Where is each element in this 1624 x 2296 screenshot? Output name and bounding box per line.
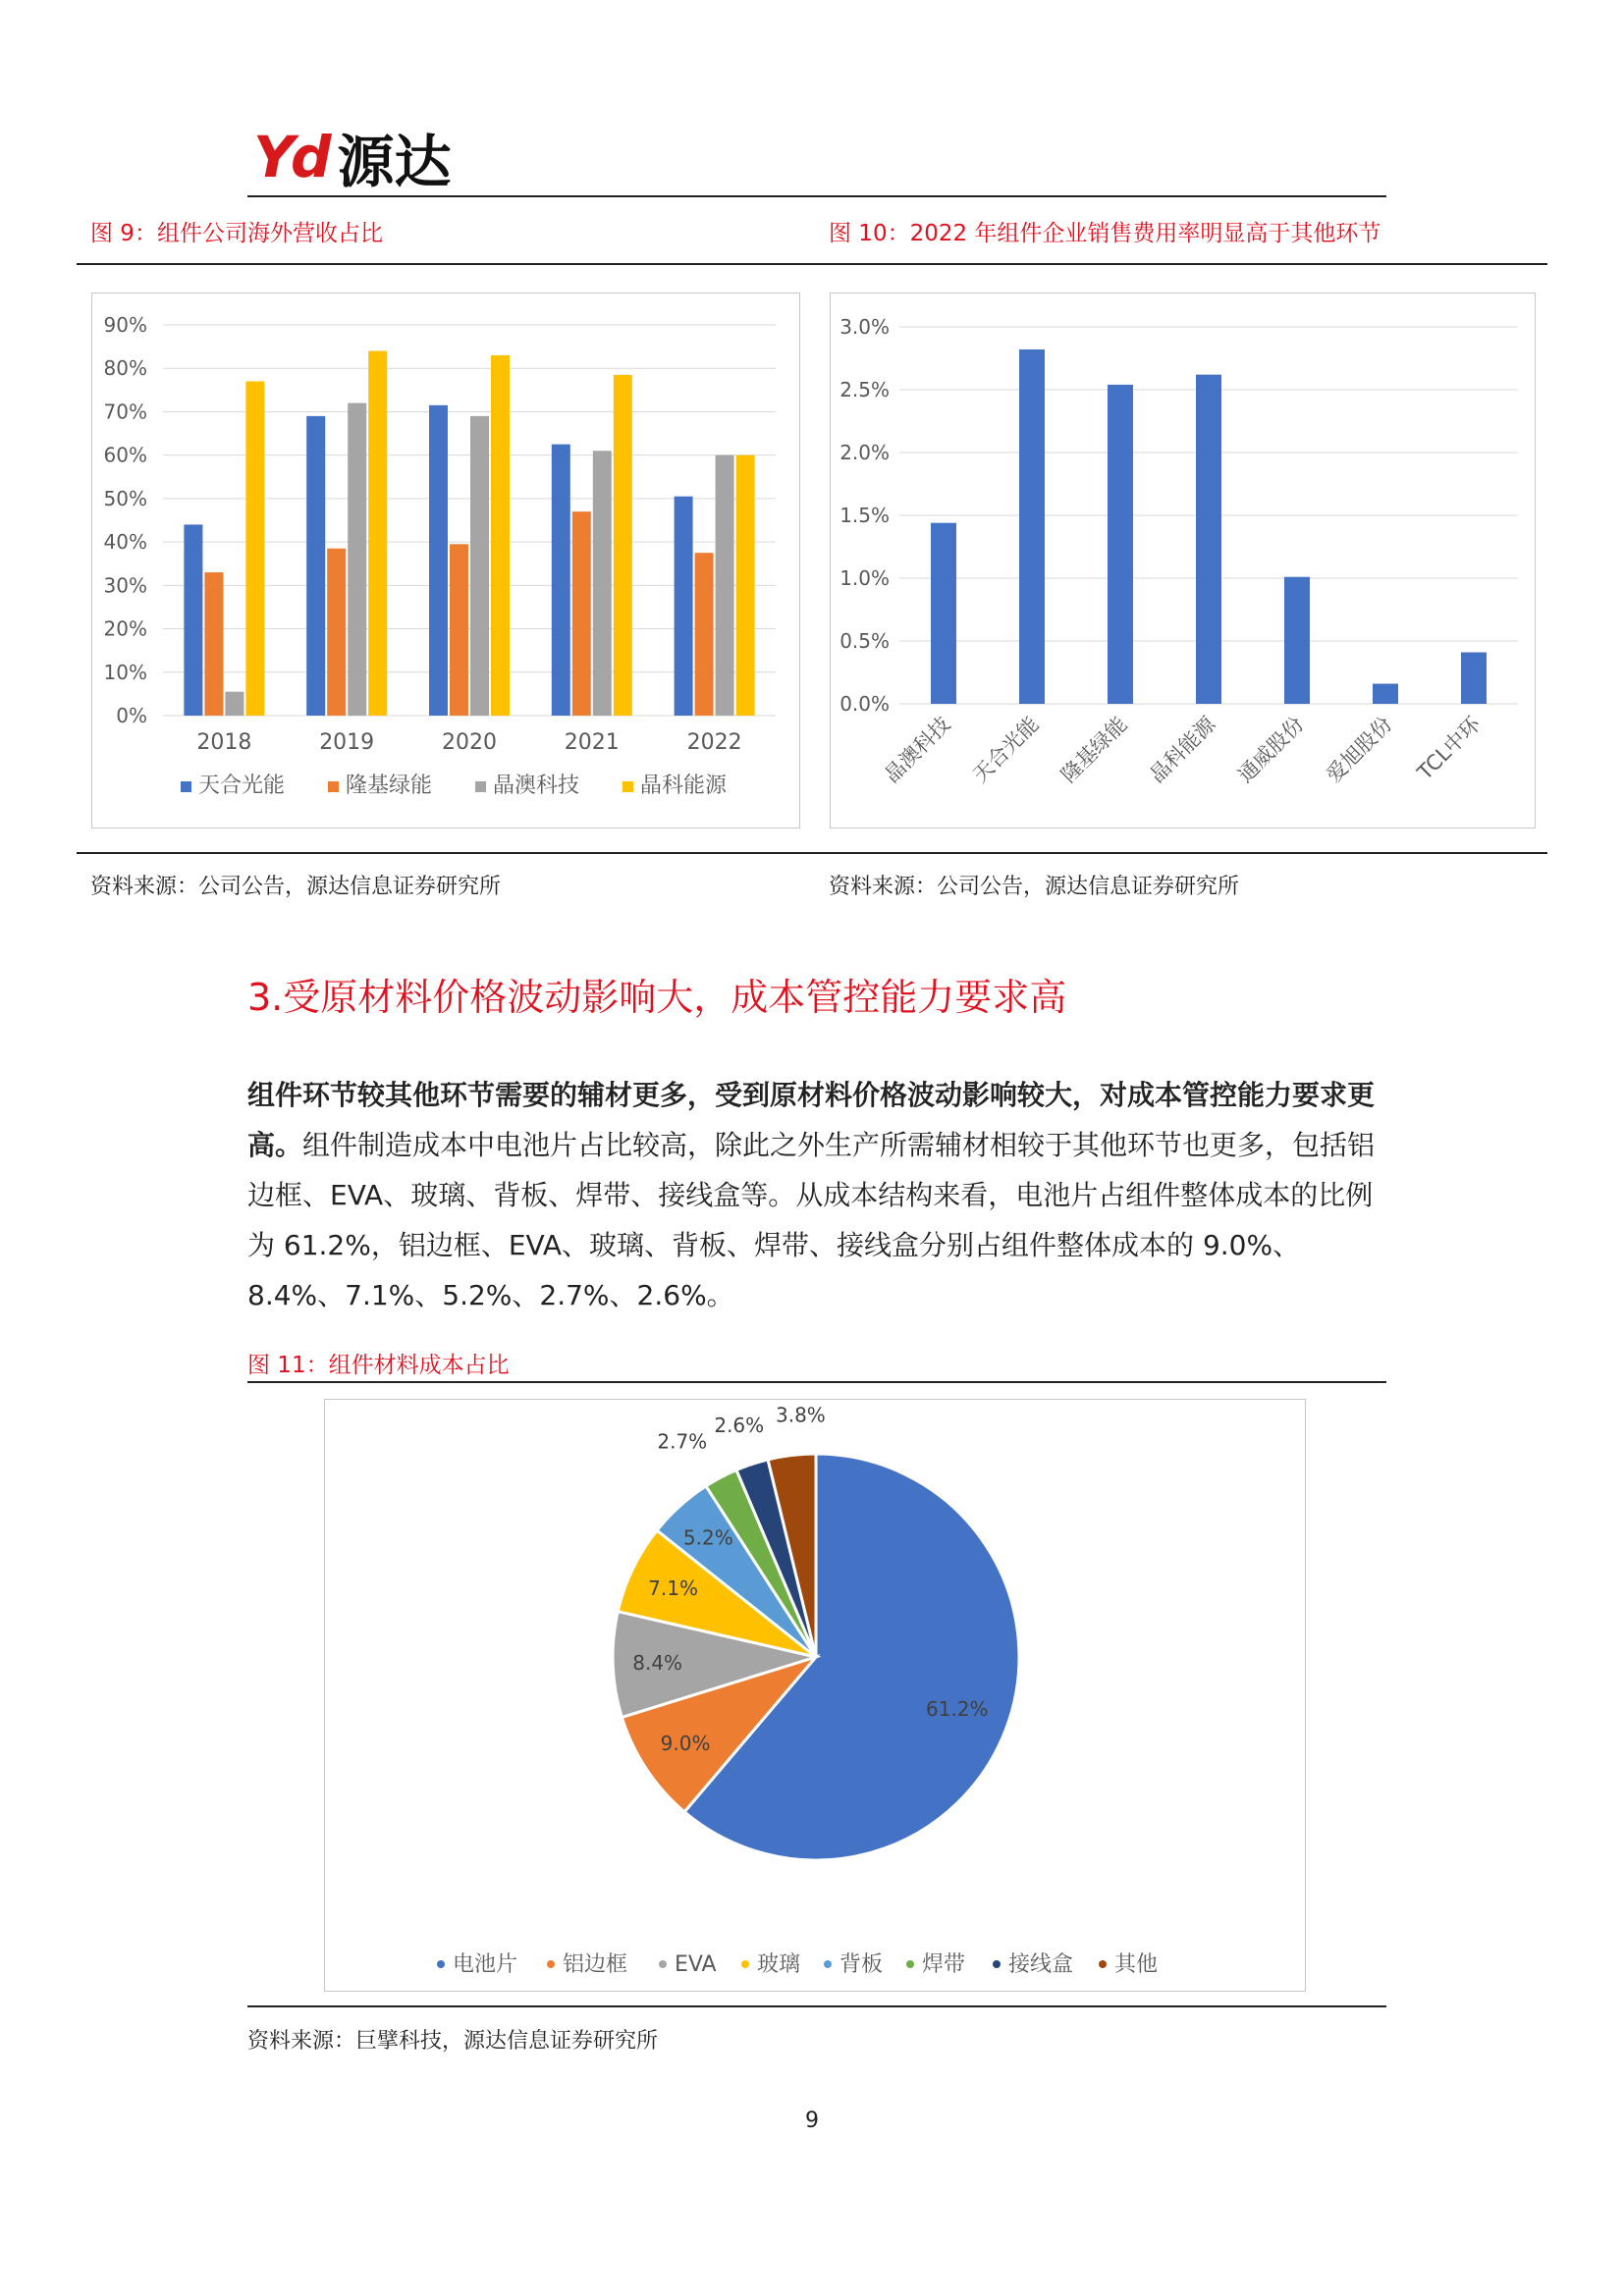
pie-data-label: 61.2% — [926, 1696, 989, 1721]
bar — [716, 455, 734, 716]
fig9-caption: 图 9：组件公司海外营收占比 — [90, 221, 383, 246]
y-tick-label: 70% — [103, 400, 147, 424]
fig11-source: 资料来源：巨擘科技，源达信息证券研究所 — [247, 2029, 659, 2054]
legend-label: 晶科能源 — [640, 774, 728, 798]
fig11-caption: 图 11：组件材料成本占比 — [247, 1353, 510, 1378]
pie-data-label: 2.7% — [657, 1429, 708, 1454]
legend-marker — [824, 1960, 832, 1968]
y-tick-label: 20% — [103, 616, 147, 641]
fig10-bar-chart — [831, 294, 1537, 829]
figure-top-rule — [77, 263, 1547, 265]
bar — [695, 553, 714, 716]
paragraph-body: 组件制造成本中电池片占比较高，除此之外生产所需辅材相较于其他环节也更多，包括铝边框、EVA、玻璃、背板、焊带、接线盒等。从成本结构来看，电池片占组件整体成本的比例为 61.2%，铝边框、EVA、玻璃、背板、焊带、接线盒分别占组件整体成本的 9.0%、8.4%、7.1%、5.2%、2.7%、2.6%。 — [247, 1129, 1376, 1311]
legend-marker — [547, 1960, 555, 1968]
legend-swatch — [475, 781, 486, 792]
x-tick-label: 2022 — [686, 730, 742, 755]
bar — [1196, 375, 1221, 704]
y-tick-label: 3.0% — [839, 315, 890, 339]
legend-label: 电池片 — [453, 1952, 518, 1977]
bar — [306, 416, 325, 716]
bar — [593, 451, 612, 716]
legend-label: EVA — [675, 1952, 717, 1977]
legend-label: 焊带 — [922, 1952, 966, 1977]
legend-label: 背板 — [839, 1952, 884, 1977]
y-tick-label: 0.5% — [839, 629, 890, 653]
y-tick-label: 2.5% — [839, 378, 890, 401]
legend-marker — [659, 1960, 667, 1968]
legend-label: 玻璃 — [757, 1952, 801, 1977]
figure-bottom-rule — [77, 852, 1547, 854]
x-tick-label: 2020 — [442, 730, 497, 755]
y-tick-label: 40% — [103, 530, 147, 555]
bar — [736, 455, 755, 716]
fig11-bottom-rule — [247, 2005, 1386, 2007]
x-tick-label: 晶澳科技 — [880, 712, 955, 787]
x-tick-label: 天合光能 — [968, 712, 1044, 787]
fig11-pie-chart — [325, 1400, 1307, 1993]
pie-data-label: 8.4% — [632, 1651, 683, 1676]
x-tick-label: 通威股份 — [1233, 712, 1309, 787]
legend-swatch — [623, 781, 633, 792]
legend-label: 隆基绿能 — [346, 774, 433, 798]
y-tick-label: 0.0% — [839, 692, 890, 716]
company-logo — [253, 123, 452, 195]
logo-mark: Yd — [253, 124, 328, 190]
bar — [348, 403, 366, 716]
y-tick-label: 2.0% — [839, 441, 890, 464]
legend-marker — [1099, 1960, 1107, 1968]
bar — [429, 405, 448, 716]
bar — [327, 549, 346, 716]
legend-swatch — [181, 781, 191, 792]
bar — [1019, 349, 1045, 704]
bar — [1284, 577, 1310, 704]
body-paragraph — [247, 1070, 1386, 1320]
legend-label: 其他 — [1114, 1952, 1159, 1977]
pie-data-label: 9.0% — [660, 1731, 711, 1755]
x-tick-label: 2021 — [564, 730, 620, 755]
fig10-caption: 图 10：2022 年组件企业销售费用率明显高于其他环节 — [829, 221, 1381, 246]
x-tick-label: 隆基绿能 — [1056, 712, 1132, 787]
fig11-chart-frame — [324, 1399, 1306, 1992]
legend-label: 晶澳科技 — [493, 774, 580, 798]
fig11-top-rule — [247, 1381, 1386, 1383]
fig9-chart-frame — [91, 293, 800, 828]
bar — [204, 572, 223, 716]
x-tick-label: TCL中环 — [1413, 712, 1486, 785]
paragraph-lead: 组件环节较其他环节需要的辅材更多，受到原材料价格波动影响较大，对成本管控能力要求更高。 — [247, 1079, 1376, 1161]
fig9-source: 资料来源：公司公告，源达信息证券研究所 — [90, 875, 502, 899]
y-tick-label: 1.0% — [839, 566, 890, 590]
header-rule — [247, 195, 1386, 197]
pie-data-label: 3.8% — [776, 1403, 826, 1427]
bar — [572, 511, 591, 716]
bar — [184, 524, 202, 716]
bar — [245, 381, 264, 716]
legend-marker — [993, 1960, 1001, 1968]
bar — [1461, 653, 1487, 704]
bar — [675, 497, 693, 716]
y-tick-label: 0% — [116, 704, 147, 727]
legend-marker — [906, 1960, 914, 1968]
legend-label: 铝边框 — [563, 1952, 628, 1977]
x-tick-label: 2019 — [319, 730, 375, 755]
y-tick-label: 60% — [103, 443, 147, 467]
y-tick-label: 30% — [103, 573, 147, 598]
y-tick-label: 10% — [103, 660, 147, 684]
fig10-source: 资料来源：公司公告，源达信息证券研究所 — [829, 875, 1240, 899]
page-number: 9 — [805, 2109, 819, 2133]
bar — [470, 416, 489, 716]
y-tick-label: 90% — [103, 313, 147, 337]
bar — [491, 355, 510, 716]
y-tick-label: 80% — [103, 356, 147, 381]
legend-marker — [437, 1960, 445, 1968]
bar — [1373, 684, 1398, 704]
fig10-chart-frame — [830, 293, 1536, 828]
legend-label: 接线盒 — [1008, 1952, 1074, 1977]
bar — [1108, 385, 1133, 704]
legend-swatch — [328, 781, 339, 792]
bar — [552, 445, 570, 716]
logo-text: 源达 — [337, 129, 452, 195]
fig9-bar-chart — [92, 294, 801, 829]
x-tick-label: 晶科能源 — [1145, 712, 1220, 787]
bar — [368, 351, 387, 716]
y-tick-label: 1.5% — [839, 504, 890, 527]
bar — [614, 375, 632, 716]
pie-data-label: 5.2% — [682, 1525, 733, 1550]
x-tick-label: 爱旭股份 — [1322, 712, 1397, 787]
section-heading: 3.受原材料价格波动影响大，成本管控能力要求高 — [247, 976, 1067, 1019]
bar — [225, 692, 244, 716]
y-tick-label: 50% — [103, 486, 147, 510]
pie-data-label: 7.1% — [648, 1575, 698, 1600]
x-tick-label: 2018 — [196, 730, 252, 755]
pie-data-label: 2.6% — [714, 1414, 765, 1438]
legend-marker — [741, 1960, 749, 1968]
bar — [931, 523, 956, 704]
bar — [450, 544, 468, 716]
legend-label: 天合光能 — [198, 774, 286, 798]
